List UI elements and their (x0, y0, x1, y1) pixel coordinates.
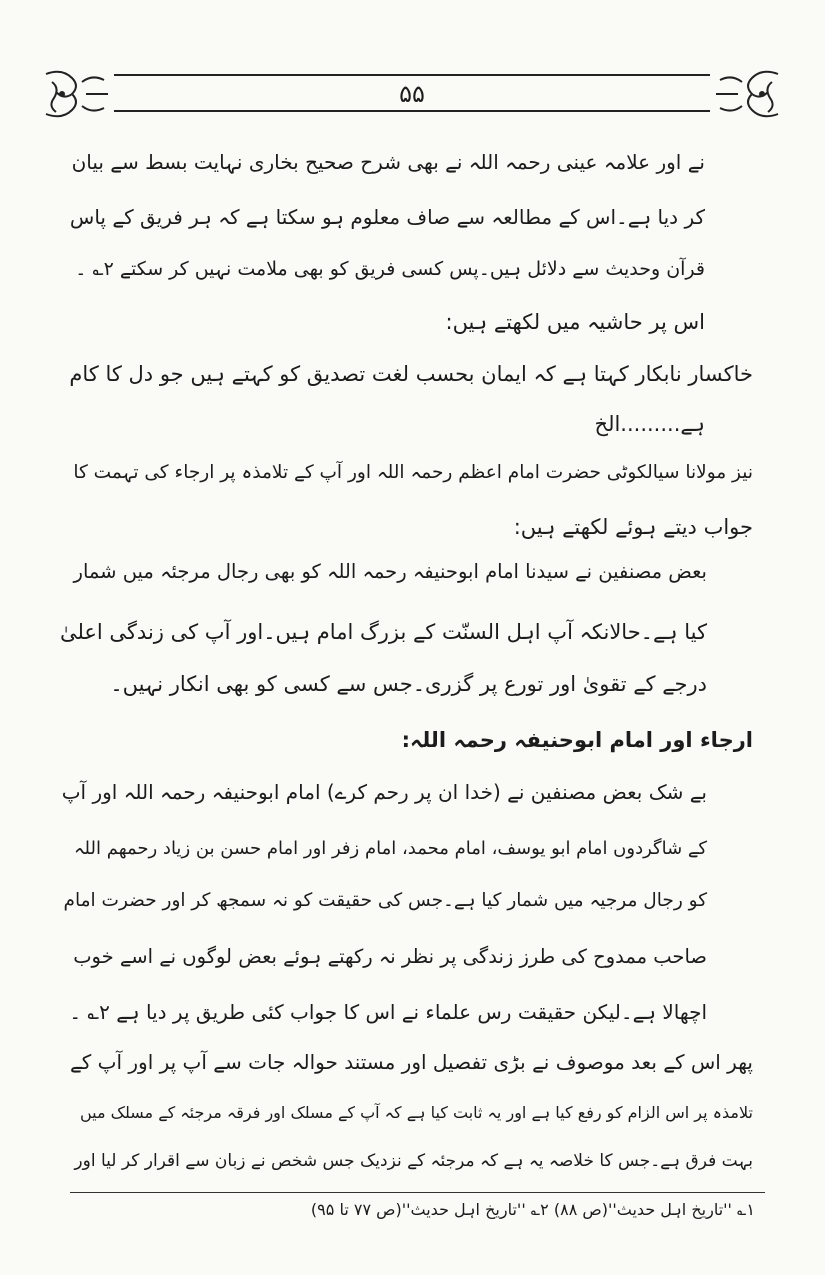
footnote: ۱؎ ''تاریخ اہل حدیث''(ص ۸۸) ۲؎ ''تاریخ اہل حدیث''(ص ۷۷ تا ۹۵) (310, 1200, 755, 1219)
text-line: نے اور علامہ عینی رحمہ اللہ نے بھی شرح صحیح بخاری نہایت بسط سے بیان (71, 150, 705, 174)
text-line: بعض مصنفین نے سیدنا امام ابوحنیفہ رحمہ اللہ کو بھی رجال مرجئہ میں شمار (73, 560, 707, 583)
header-rule-top (114, 74, 710, 76)
text-line: جواب دیتے ہوئے لکھتے ہیں: (513, 515, 753, 539)
text-line: قرآن وحدیث سے دلائل ہیں۔پس کسی فریق کو بھی ملامت نہیں کر سکتے ۲؎ ۔ (75, 258, 705, 280)
text-line: بہت فرق ہے۔جس کا خلاصہ یہ ہے کہ مرجئہ کے نزدیک جس شخص نے زبان سے اقرار کر لیا اور (74, 1151, 753, 1171)
text-line: پھر اس کے بعد موصوف نے بڑی تفصیل اور مستند حوالہ جات سے آپ پر اور آپ کے (70, 1050, 753, 1074)
text-line: تلامذہ پر اس الزام کو رفع کیا ہے اور یہ ثابت کیا ہے کہ آپ کے مسلک اور فرقہ مرجئہ کے مسلک میں (80, 1103, 753, 1122)
text-line: نیز مولانا سیالکوٹی حضرت امام اعظم رحمہ اللہ اور آپ کے تلامذہ پر ارجاء کی تہمت کا (73, 462, 753, 483)
text-line: خاکسار نابکار کہتا ہے کہ ایمان بحسب لغت تصدیق کو کہتے ہیں جو دل کا کام (69, 362, 753, 386)
text-line: اس پر حاشیہ میں لکھتے ہیں: (445, 310, 705, 334)
text-line: درجے کے تقویٰ اور تورع پر گزری۔جس سے کسی کو بھی انکار نہیں۔ (110, 672, 707, 696)
text-line: کیا ہے۔حالانکہ آپ اہل السنّت کے بزرگ امام ہیں۔اور آپ کی زندگی اعلیٰ (59, 620, 707, 644)
text-line: بے شک بعض مصنفین نے (خدا ان پر رحم کرے) امام ابوحنیفہ رحمہ اللہ اور آپ (61, 780, 707, 804)
header-rule-bottom (114, 110, 710, 112)
text-line: کر دیا ہے۔اس کے مطالعہ سے صاف معلوم ہو سکتا ہے کہ ہر فریق کے پاس (69, 205, 705, 229)
text-line: کو رجال مرجیہ میں شمار کیا ہے۔جس کی حقیقت کو نہ سمجھ کر اور حضرت امام (63, 890, 707, 911)
text-line: ہے.........الخ (594, 412, 705, 436)
floral-ornament-icon (712, 68, 782, 120)
footnote-divider (70, 1192, 765, 1193)
page-header (42, 68, 782, 120)
text-line: اچھالا ہے۔لیکن حقیقت رس علماء نے اس کا جواب کئی طریق پر دیا ہے ۲؎ ۔ (69, 1000, 707, 1024)
section-heading: ارجاء اور امام ابوحنیفہ رحمہ اللہ: (401, 728, 753, 752)
page-number: ۵۵ (399, 80, 425, 108)
text-line: کے شاگردوں امام ابو یوسف، امام محمد، امام زفر اور امام حسن بن زیاد رحمھم اللہ (74, 838, 707, 859)
text-line: صاحب ممدوح کی طرز زندگی پر نظر نہ رکھتے ہوئے بعض لوگوں نے اسے خوب (73, 945, 707, 968)
